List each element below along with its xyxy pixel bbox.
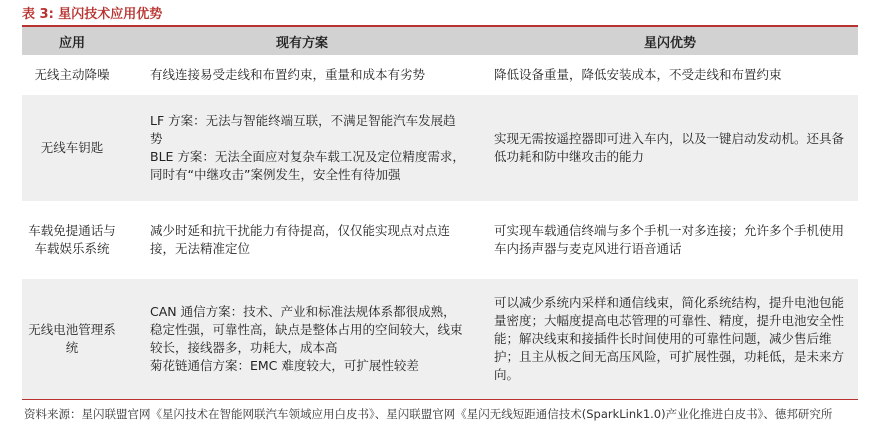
cell-current-line: BLE 方案：无法全面应对复杂车载工况及定位精度需求，同时有“中继攻击”案例发生，安全性有待加强 <box>150 149 465 182</box>
cell-app: 车载免提通话与车载娱乐系统 <box>28 223 116 256</box>
table-row <box>22 55 858 95</box>
cell-current-line: 减少时延和抗干扰能力有待提高，仅仅能实现点对点连接，无法精准定位 <box>150 223 451 256</box>
cell-app: 无线车钥匙 <box>40 140 104 155</box>
cell-current-line: CAN 通信方案：技术、产业和标准法规体系都很成熟，稳定性强，可靠性高，缺点是整体占用的空间较大，线束较长，接线器多，功耗大，成本高 <box>150 304 463 355</box>
cell-current-line: 菊花链通信方案：EMC 难度较大，可扩展性较差 <box>150 358 419 373</box>
table-caption: 表 3: 星闪技术应用优势 <box>22 7 163 22</box>
cell-app: 无线电池管理系统 <box>28 322 116 355</box>
header-app: 应用 <box>58 35 85 51</box>
header-current: 现有方案 <box>275 35 328 51</box>
header-advantage: 星闪优势 <box>643 35 696 51</box>
cell-current <box>122 303 482 375</box>
table-row <box>22 201 858 279</box>
cell-current <box>122 222 482 258</box>
cell-advantage: 可实现车载通信终端与多个手机一对多连接；允许多个手机使用车内扬声器与麦克风进行语音通话 <box>494 223 845 256</box>
cell-current-line: LF 方案：无法与智能终端互联，不满足智能汽车发展趋势 <box>150 113 456 146</box>
bottom-rule <box>22 399 858 400</box>
cell-app: 无线主动降噪 <box>34 67 110 82</box>
table-row <box>22 279 858 399</box>
table-row <box>22 95 858 201</box>
cell-advantage: 可以减少系统内采样和通信线束，简化系统结构，提升电池包能量密度；大幅度提高电芯管理的可靠性、精度，提升电池安全性能；解决线束和接插件长时间使用的可靠性问题，减少售后维护；且主从板之间无高压风险，可扩展性强，功耗低，是未来方向。 <box>494 295 845 382</box>
cell-advantage: 降低设备重量，降低安装成本，不受走线和布置约束 <box>494 67 782 82</box>
cell-current-line: 有线连接易受走线和布置约束，重量和成本有劣势 <box>150 67 426 82</box>
cell-current <box>122 66 482 84</box>
table-header <box>22 27 858 55</box>
cell-advantage: 实现无需按遥控器即可进入车内，以及一键启动发动机。还具备低功耗和防中继攻击的能力 <box>494 131 845 164</box>
source-note: 资料来源：星闪联盟官网《星闪技术在智能网联汽车领域应用白皮书》、星闪联盟官网《星闪无线短距通信技术(SparkLink1.0)产业化推进白皮书》、德邦研究所 <box>24 407 833 421</box>
cell-current <box>122 112 482 184</box>
comparison-table <box>22 25 858 400</box>
